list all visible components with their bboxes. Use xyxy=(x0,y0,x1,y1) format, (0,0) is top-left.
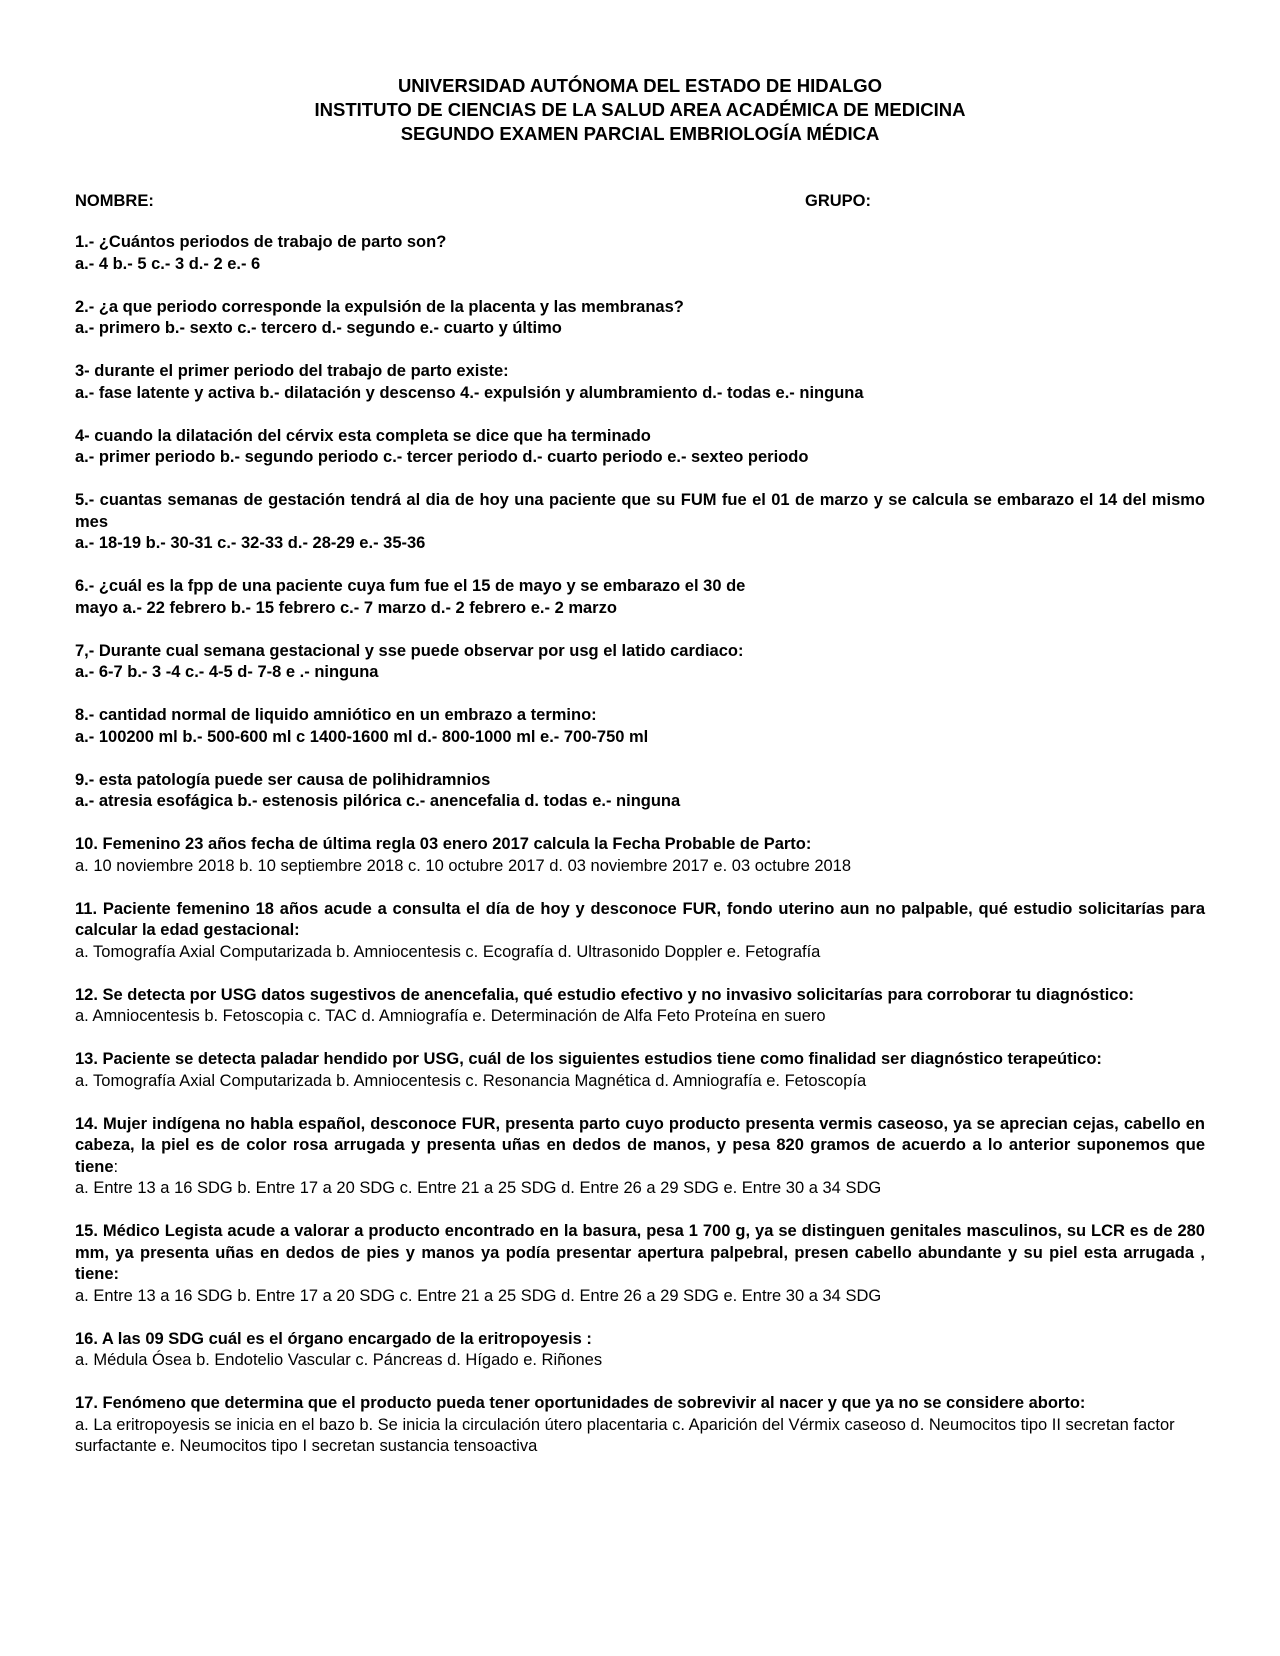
question-text xyxy=(75,1114,1205,1179)
question-14 xyxy=(75,1114,1205,1200)
question-text: 3- durante el primer periodo del trabajo de parto existe: xyxy=(75,362,509,380)
question-options: a. Tomografía Axial Computarizada b. Amniocentesis c. Resonancia Magnética d. Amniografía e. Fetoscopía xyxy=(75,1071,867,1090)
question-options: a.- primer periodo b.- segundo periodo c.- tercer periodo d.- cuarto periodo e.- sexteo periodo xyxy=(75,448,809,466)
question-options: a.- 6-7 b.- 3 -4 c.- 4-5 d- 7-8 e .- ninguna xyxy=(75,663,379,681)
question-10 xyxy=(75,834,1205,877)
grupo-label: GRUPO: xyxy=(805,192,871,210)
question-8 xyxy=(75,705,1205,748)
question-options: a.- fase latente y activa b.- dilatación y descenso 4.- expulsión y alumbramiento d.- todas e.- ninguna xyxy=(75,383,864,402)
question-text: 12. Se detecta por USG datos sugestivos de anencefalia, qué estudio efectivo y no invasivo solicitarías para corroborar tu diagnóstico: xyxy=(75,985,1135,1004)
question-options: a. 10 noviembre 2018 b. 10 septiembre 2018 c. 10 octubre 2017 d. 03 noviembre 2017 e. 03 octubre 2018 xyxy=(75,856,852,875)
question-2 xyxy=(75,297,1205,340)
question-7 xyxy=(75,641,1205,684)
question-16 xyxy=(75,1329,1205,1372)
question-5 xyxy=(75,490,1205,555)
question-text: 10. Femenino 23 años fecha de última regla 03 enero 2017 calcula la Fecha Probable de Parto: xyxy=(75,835,812,853)
exam-header xyxy=(75,74,1205,146)
question-text: 1.- ¿Cuántos periodos de trabajo de parto son? xyxy=(75,233,447,251)
exam-title: SEGUNDO EXAMEN PARCIAL EMBRIOLOGÍA MÉDICA xyxy=(400,123,880,144)
question-12 xyxy=(75,985,1205,1028)
question-text: 15. Médico Legista acude a valorar a producto encontrado en la basura, pesa 1 700 g, ya se distinguen genitales masculinos, su LCR es de 280 mm, ya presenta uñas en dedos de pies y manos ya podía presentar apertura palpebral, presen cabello abundante y su piel esta arrugada , tiene: xyxy=(75,1222,1205,1283)
question-options: a.- 18-19 b.- 30-31 c.- 32-33 d.- 28-29 e.- 35-36 xyxy=(75,534,426,552)
question-text: 13. Paciente se detecta paladar hendido por USG, cuál de los siguientes estudios tiene como finalidad ser diagnóstico terapeútico: xyxy=(75,1050,1102,1068)
question-13 xyxy=(75,1049,1205,1092)
exam-page xyxy=(75,74,1205,1458)
question-text: 17. Fenómeno que determina que el producto pueda tener oportunidades de sobrevivir al nacer y que ya no se considere aborto: xyxy=(75,1394,1086,1412)
question-options: a. Médula Ósea b. Endotelio Vascular c. Páncreas d. Hígado e. Riñones xyxy=(75,1351,603,1369)
question-options: a. La eritropoyesis se inicia en el bazo b. Se inicia la circulación útero placentaria c. Aparición del Vérmix caseoso d. Neumocitos tipo II secretan factor surfactante e. Neumocitos tipo I secretan sustancia tensoactiva xyxy=(75,1415,1175,1455)
question-11 xyxy=(75,899,1205,964)
question-text-main: 14. Mujer indígena no habla español, desconoce FUR, presenta parto cuyo producto presenta vermis caseoso, ya se aprecian cejas, cabello en cabeza, la piel es de color rosa arrugada y presenta uñas en dedos de manos, y pesa 820 gramos de acuerdo a lo anterior suponemos que tiene xyxy=(75,1114,1205,1176)
question-4 xyxy=(75,426,1205,469)
question-options: a. Entre 13 a 16 SDG b. Entre 17 a 20 SDG c. Entre 21 a 25 SDG d. Entre 26 a 29 SDG e. Entre 30 a 34 SDG xyxy=(75,1286,882,1305)
question-options: a.- atresia esofágica b.- estenosis pilórica c.- anencefalia d. todas e.- ninguna xyxy=(75,792,681,810)
university-title: UNIVERSIDAD AUTÓNOMA DEL ESTADO DE HIDALGO xyxy=(397,75,883,96)
question-text: 2.- ¿a que periodo corresponde la expulsión de la placenta y las membranas? xyxy=(75,297,684,316)
institute-title: INSTITUTO DE CIENCIAS DE LA SALUD AREA ACADÉMICA DE MEDICINA xyxy=(314,99,966,120)
student-info-row xyxy=(75,190,1205,212)
question-9 xyxy=(75,770,1205,813)
question-1 xyxy=(75,232,1205,275)
question-6 xyxy=(75,576,1205,619)
question-options: mayo a.- 22 febrero b.- 15 febrero c.- 7 marzo d.- 2 febrero e.- 2 marzo xyxy=(75,598,617,617)
nombre-label: NOMBRE: xyxy=(75,192,154,210)
question-17 xyxy=(75,1393,1205,1458)
question-options: a.- primero b.- sexto c.- tercero d.- segundo e.- cuarto y último xyxy=(75,319,562,337)
question-15 xyxy=(75,1221,1205,1307)
question-text: 9.- esta patología puede ser causa de polihidramnios xyxy=(75,770,491,789)
question-text: 4- cuando la dilatación del cérvix esta completa se dice que ha terminado xyxy=(75,426,651,445)
question-options: a.- 4 b.- 5 c.- 3 d.- 2 e.- 6 xyxy=(75,254,261,273)
question-text: 8.- cantidad normal de liquido amniótico en un embrazo a termino: xyxy=(75,706,597,724)
question-options: a. Entre 13 a 16 SDG b. Entre 17 a 20 SDG c. Entre 21 a 25 SDG d. Entre 26 a 29 SDG e. Entre 30 a 34 SDG xyxy=(75,1179,882,1197)
question-text: 16. A las 09 SDG cuál es el órgano encargado de la eritropoyesis : xyxy=(75,1329,592,1348)
question-options: a. Tomografía Axial Computarizada b. Amniocentesis c. Ecografía d. Ultrasonido Doppler e. Fetografía xyxy=(75,942,821,961)
question-text: 7,- Durante cual semana gestacional y sse puede observar por usg el latido cardiaco: xyxy=(75,641,744,660)
question-3 xyxy=(75,361,1205,404)
question-text: 6.- ¿cuál es la fpp de una paciente cuya fum fue el 15 de mayo y se embarazo el 30 de xyxy=(75,577,746,595)
question-text-tail: : xyxy=(113,1157,119,1176)
question-text: 11. Paciente femenino 18 años acude a consulta el día de hoy y desconoce FUR, fondo uterino aun no palpable, qué estudio solicitarías para calcular la edad gestacional: xyxy=(75,899,1205,939)
question-options: a.- 100200 ml b.- 500-600 ml c 1400-1600 ml d.- 800-1000 ml e.- 700-750 ml xyxy=(75,727,649,746)
question-options: a. Amniocentesis b. Fetoscopia c. TAC d. Amniografía e. Determinación de Alfa Feto Proteína en suero xyxy=(75,1007,826,1025)
question-text: 5.- cuantas semanas de gestación tendrá al dia de hoy una paciente que su FUM fue el 01 de marzo y se calcula se embarazo el 14 del mismo mes xyxy=(75,491,1205,531)
